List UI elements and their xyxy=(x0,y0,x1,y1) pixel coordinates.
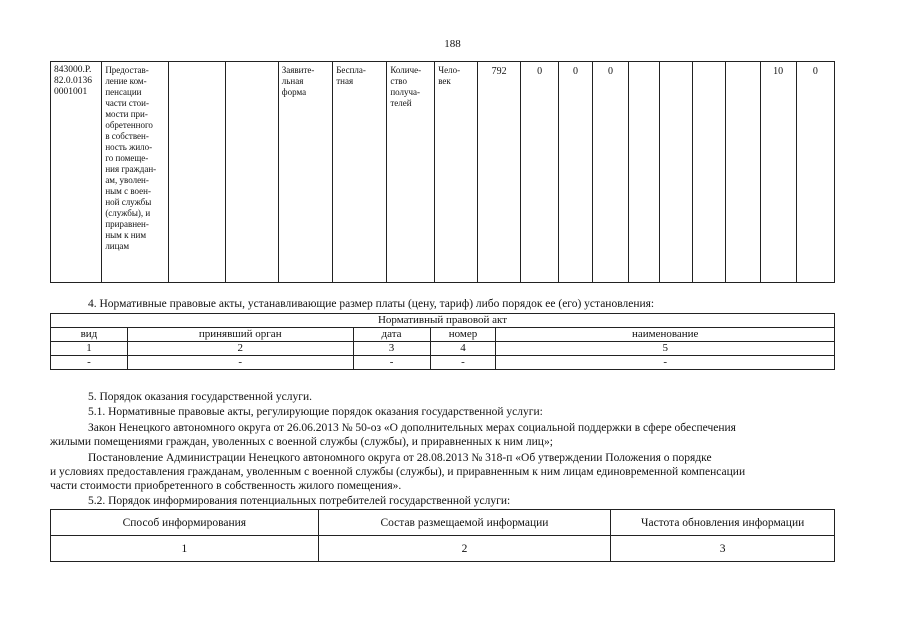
section5-heading: 5. Порядок оказания государственной услуги. xyxy=(88,391,312,403)
group-header: Нормативный правовой акт xyxy=(51,314,835,328)
column-header: вид xyxy=(51,328,128,342)
value-cell: 10 xyxy=(760,62,796,283)
column-number: 5 xyxy=(496,342,835,356)
column-header: Состав размещаемой информации xyxy=(318,510,611,536)
empty-cell xyxy=(628,62,659,283)
section5-2-heading: 5.2. Порядок информирования потенциальных потребителей государственной услуги: xyxy=(88,495,511,507)
column-number: 3 xyxy=(611,536,835,562)
column-header: номер xyxy=(430,328,496,342)
table-row xyxy=(51,356,835,370)
empty-cell xyxy=(660,62,693,283)
empty-cell xyxy=(225,62,278,283)
table-row xyxy=(51,342,835,356)
table-cell: - xyxy=(51,356,128,370)
table-row xyxy=(51,536,835,562)
service-name: Предостав- ление ком- пенсации части стои- мости при- обретенного в собствен- ность жило- го помеще- ния граждан- ам, уволен- ным с воен- ной службы (службы), и приравнен- ным к ним лицам xyxy=(102,62,169,283)
table-row xyxy=(51,510,835,536)
empty-cell xyxy=(725,62,760,283)
column-header: принявший орган xyxy=(127,328,353,342)
indicator-name: Количе- ство получа- телей xyxy=(387,62,435,283)
section5-1-heading: 5.1. Нормативные правовые акты, регулирующие порядок оказания государственной услуги: xyxy=(88,406,543,418)
value-cell: 0 xyxy=(593,62,628,283)
value-cell: 792 xyxy=(477,62,521,283)
law1-line1: Закон Ненецкого автономного округа от 26.06.2013 № 50-оз «О дополнительных мерах социальной поддержки в сфере обеспечения xyxy=(88,422,736,434)
table-cell: - xyxy=(353,356,430,370)
column-number: 1 xyxy=(51,536,319,562)
value-cell: 0 xyxy=(521,62,558,283)
column-header: Способ информирования xyxy=(51,510,319,536)
column-number: 1 xyxy=(51,342,128,356)
payment-type: Беспла- тная xyxy=(333,62,387,283)
informing-table xyxy=(50,509,835,562)
column-number: 4 xyxy=(430,342,496,356)
page-number: 188 xyxy=(444,38,461,50)
table-row xyxy=(51,314,835,328)
column-number: 2 xyxy=(127,342,353,356)
table-row xyxy=(51,328,835,342)
registry-code: 843000.Р. 82.0.0136 0001001 xyxy=(51,62,102,283)
law2-line3: части стоимости приобретенного в собственность жилого помещения». xyxy=(50,480,402,492)
value-cell: 0 xyxy=(796,62,834,283)
section4-heading: 4. Нормативные правовые акты, устанавливающие размер платы (цену, тариф) либо порядок ее (его) установления: xyxy=(88,298,655,310)
table-cell: - xyxy=(496,356,835,370)
column-number: 2 xyxy=(318,536,611,562)
value-cell: 0 xyxy=(558,62,593,283)
empty-cell xyxy=(169,62,226,283)
law2-line2: и условиях предоставления гражданам, уволенным с военной службы (службы), и приравненным к ним лицам единовременной компенсации xyxy=(50,466,746,478)
table-row xyxy=(51,62,835,283)
law1-line2: жилыми помещениями граждан, уволенных с военной службы (службы), и приравненных к ним лиц»; xyxy=(50,436,553,448)
law2-line1: Постановление Администрации Ненецкого автономного округа от 28.08.2013 № 318-п «Об утверждении Положения о порядке xyxy=(88,452,712,464)
column-header: наименование xyxy=(496,328,835,342)
service-form: Заявите- льная форма xyxy=(278,62,332,283)
column-header: Частота обновления информации xyxy=(611,510,835,536)
empty-cell xyxy=(693,62,725,283)
column-number: 3 xyxy=(353,342,430,356)
table-cell: - xyxy=(127,356,353,370)
legal-acts-table xyxy=(50,313,835,370)
service-table xyxy=(50,61,835,283)
column-header: дата xyxy=(353,328,430,342)
table-cell: - xyxy=(430,356,496,370)
unit-name: Чело- век xyxy=(435,62,478,283)
